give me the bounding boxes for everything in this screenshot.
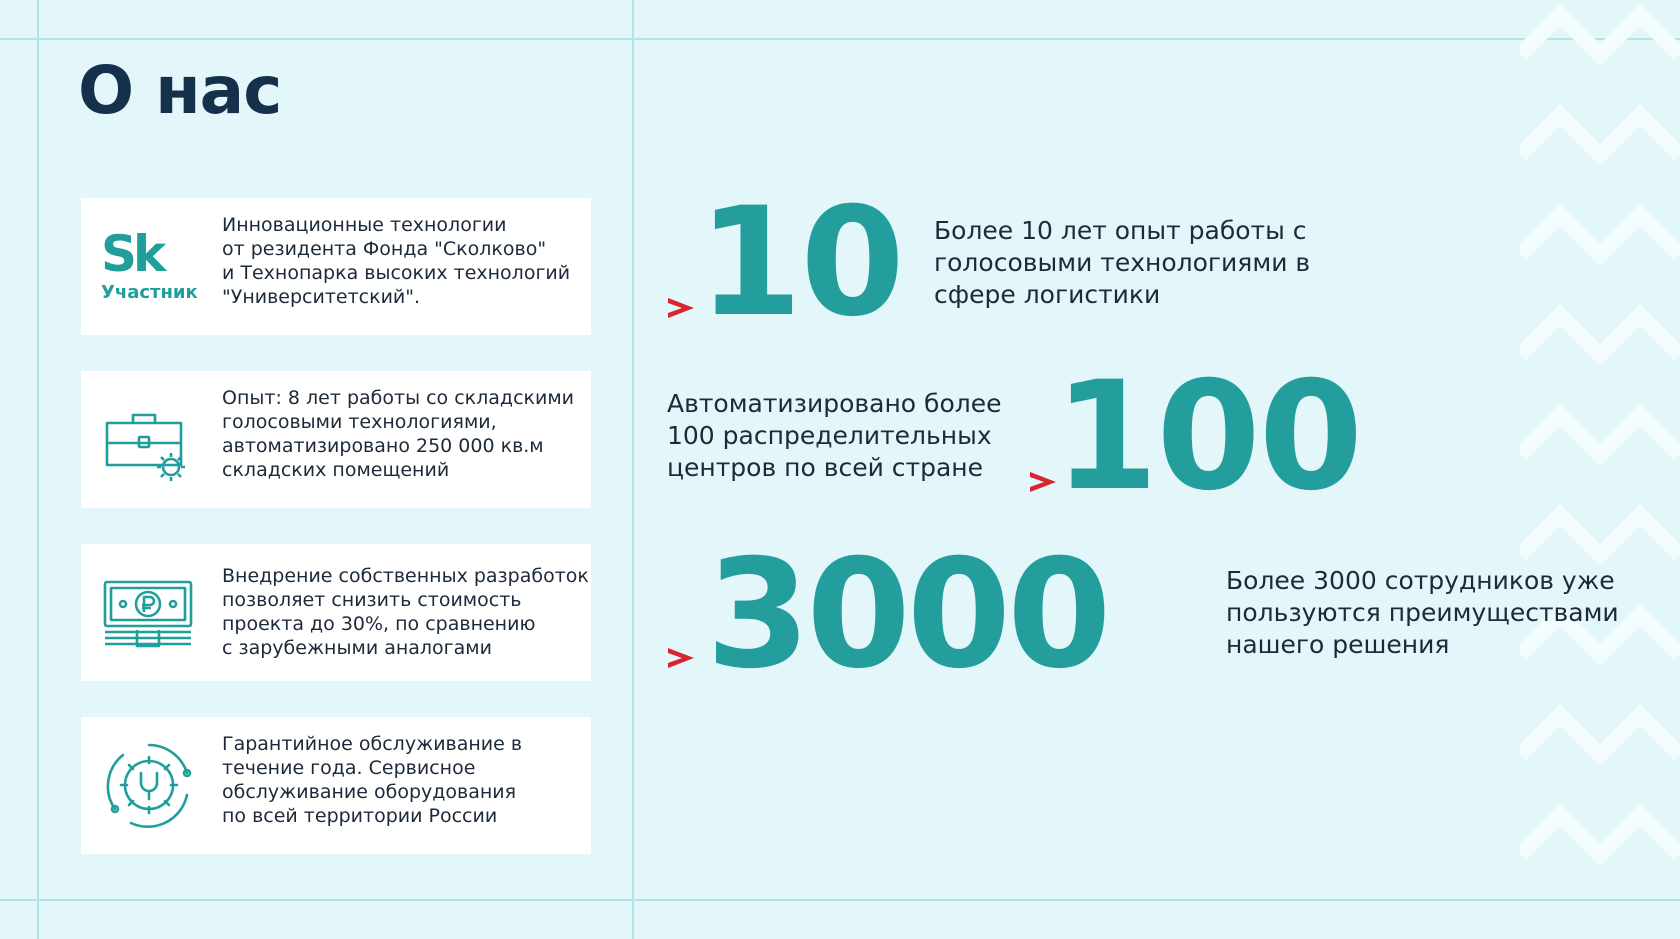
card-line: позволяет снизить стоимость xyxy=(222,589,522,611)
card-line: Опыт: 8 лет работы со складскими xyxy=(222,387,575,409)
skolkovo-logo-mark: Sk xyxy=(101,225,163,283)
card-line: складских помещений xyxy=(222,459,450,481)
stat-line: сфере логистики xyxy=(934,280,1161,309)
card-text xyxy=(222,386,582,482)
stat-value-10: 10 xyxy=(698,176,903,350)
page-title: О нас xyxy=(78,52,282,129)
card-line: голосовыми технологиями, xyxy=(222,411,497,433)
guide-line-top xyxy=(0,38,1680,40)
info-card-cost xyxy=(81,544,591,681)
briefcase-gear-icon xyxy=(101,397,197,483)
info-card-service xyxy=(81,717,591,854)
card-line: с зарубежными аналогами xyxy=(222,637,492,659)
stat-line: центров по всей стране xyxy=(667,453,984,482)
stat-line: Более 10 лет опыт работы с xyxy=(934,216,1307,245)
gear-wrench-icon xyxy=(101,743,197,829)
card-line: автоматизировано 250 000 кв.м xyxy=(222,435,544,457)
stat-description-10 xyxy=(934,215,1310,311)
card-line: Инновационные технологии xyxy=(222,214,507,236)
ruble-banknotes-icon xyxy=(101,570,197,656)
stat-line: пользуются преимуществами xyxy=(1226,598,1619,627)
chevron-right-icon xyxy=(666,296,696,320)
guide-line-left xyxy=(37,0,39,939)
card-line: Гарантийное обслуживание в xyxy=(222,733,523,755)
info-card-experience xyxy=(81,371,591,508)
chevron-right-icon xyxy=(666,646,696,670)
skolkovo-logo xyxy=(101,226,201,306)
stat-line: Более 3000 сотрудников уже xyxy=(1226,566,1615,595)
card-text xyxy=(222,213,582,309)
stat-value-3000: 3000 xyxy=(706,528,1108,702)
zigzag-pattern xyxy=(1520,0,1680,939)
stat-description-100 xyxy=(667,388,1002,484)
stat-line: Автоматизировано более xyxy=(667,389,1002,418)
skolkovo-logo-sub: Участник xyxy=(101,282,198,303)
card-line: "Университетский". xyxy=(222,286,421,308)
card-text xyxy=(222,732,582,828)
guide-line-middle xyxy=(632,0,634,939)
guide-line-bottom xyxy=(0,899,1680,901)
card-line: течение года. Сервисное xyxy=(222,757,476,779)
card-line: от резидента Фонда "Сколково" xyxy=(222,238,547,260)
card-line: Внедрение собственных разработок xyxy=(222,565,589,587)
stat-line: нашего решения xyxy=(1226,630,1450,659)
info-card-skolkovo xyxy=(81,198,591,335)
stat-line: голосовыми технологиями в xyxy=(934,248,1311,277)
card-line: проекта до 30%, по сравнению xyxy=(222,613,536,635)
card-text xyxy=(222,564,589,660)
card-line: и Технопарка высоких технологий xyxy=(222,262,571,284)
stat-value-100: 100 xyxy=(1054,350,1362,524)
stat-description-3000 xyxy=(1226,565,1619,661)
card-line: обслуживание оборудования xyxy=(222,781,517,803)
stat-line: 100 распределительных xyxy=(667,421,992,450)
card-line: по всей территории России xyxy=(222,805,498,827)
